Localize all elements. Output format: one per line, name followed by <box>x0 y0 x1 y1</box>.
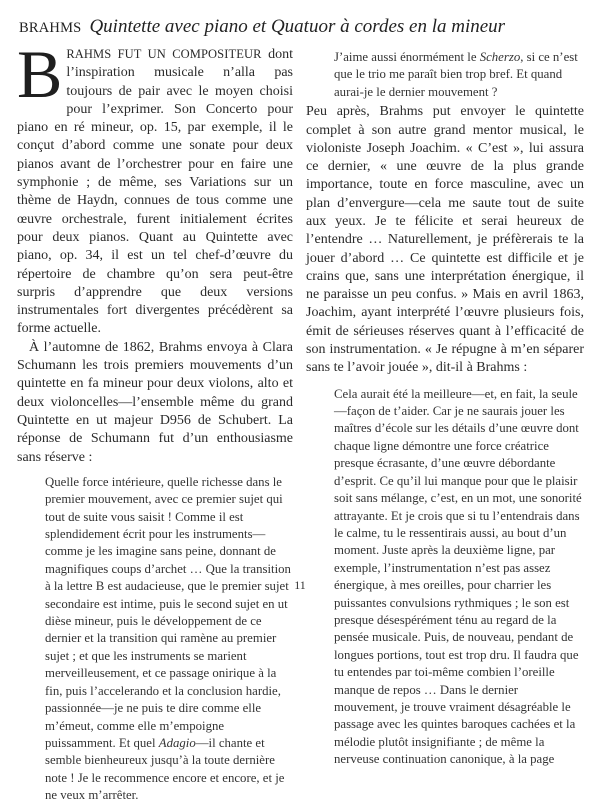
body-paragraph: Peu après, Brahms put envoyer le quintette complet à son autre grand mentor musical, le violoniste Joseph Joachim. « C’est », lui assura ce dernier, « une œuvre de la plus grande importance, toute en force masculine, avec un plan d’envergure—cela me saute tout de suite aux yeux. Je te félicite et serai heureux de l’entendre … Naturellement, je préfèrerais te la jouer d’abord … Ce quintette est difficile et je crains que, sans une interprétation énergique, il ne paraisse un peu confus. » Mais en avril 1863, Joachim, ayant interprété l’œuvre plusieurs fois, émit de sérieuses réserves quant à l’efficacité de son instrumentation. « Je répugne à m’en séparer sans te l’avoir jouée », dit-il à Brahms : <box>306 104 584 376</box>
left-column <box>17 36 293 811</box>
composer-name: BRAHMS <box>19 20 82 36</box>
quote-italic: Adagio <box>158 735 196 750</box>
page-number: 11 <box>294 578 306 592</box>
work-title: Quintette avec piano et Quatuor à cordes en la mineur <box>89 16 506 37</box>
opening-smallcaps: RAHMS FUT UN COMPOSITEUR <box>66 47 262 61</box>
body-paragraph: À l’automne de 1862, Brahms envoya à Clara Schumann les trois premiers mouvements d’un quintette en fa mineur pour deux violons, alto et deux violoncelles—l’ensemble même du grand Quintette en ut majeur D956 de Schubert. La réponse de Schumann fut d’un enthousiasme sans réserve : <box>17 339 293 465</box>
schumann-quote-continued <box>334 49 584 101</box>
joachim-quote: Cela aurait été la meilleure—et, en fait, la seule—façon de t’aider. Car je ne saurais jouer les maîtres d’école sur les détails d’une œuvre dont chaque ligne démontre une force créatrice presque écrasante, d’une œuvre débordante d’esprit. Ce qu’il lui manque pour que le plaisir soit sans mélange, c’est, en un mot, une sonorité attrayante. Et je crois que si tu l’entendrais dans le calme, tu le ressentirais aussi, au bout d’un moment. Juste après la deuxième ligne, par exemple, l’instrumentation n’est pas assez énergique, à mes oreilles, pour charrier les puissantes convulsions rythmiques ; le son est presque désespérément ténu au regard de la pensée musicale. Puis, de nouveau, pendant de longues portions, tout est trop dru. Il faudra que tu entendes par toi-même combien l’oreille manque de repos … Dans le dernier mouvement, je trouve vraiment désagréable le passage avec les quintes baroques cachées et la mélodie plutôt insignifiante ; de même la nerveuse continuation canonique, à la page <box>334 386 582 767</box>
schumann-quote <box>45 474 293 805</box>
quote-text-end: —il chante et semble bienheureux jusqu’à la toute dernière note ! Je le recommence encore et encore, et je ne veux m’arrêter. <box>45 735 285 803</box>
quote-italic: Scherzo <box>479 50 521 64</box>
drop-cap: B <box>17 36 63 112</box>
quote-text: Quelle force intérieure, quelle richesse dans le premier mouvement, avec ce premier sujet qui tout de suite vous saisit ! Comme il est splendidement écrit pour les instruments—comme je les imagine sans peine, donnant de magnifiques coups d’archet … Que la transition à la lettre B est audacieuse, que le premier sujet secondaire est intime, puis le second sujet en ut dièse mineur, puis le développement de ce dernier et la transition qui ramène au premier sujet ; et que les instruments se marient merveilleusement, et ce passage onirique à la fin, puis l’accelerando et la conclusion hardie, passionnée—je ne puis te dire comme elle m’émeut, comme elle m’empoigne puissamment. Et quel <box>45 474 291 750</box>
intro-paragraph-text: dont l’inspiration musicale n’alla pas toujours de pair avec le moyen choisi pour l’exprimer. Son Concerto pour piano en ré mineur, op. 15, par exemple, il le conçut d’abord comme une sonate pour deux pianos avant de l’orchestrer pour en faire une symphonie ; de même, ses Variations sur un thème de Haydn, connues de tous comme une œuvre orchestrale, furent initialement écrites pour deux pianos. Quant au Quintette avec piano, op. 34, il est un tel chef-d’œuvre du répertoire de chambre qu’on sera peut-être surpris d’apprendre que deux versions instrumentales fort divergentes précédèrent sa forme actuelle. <box>17 47 293 337</box>
right-column <box>306 49 584 769</box>
quote-text: J’aime aussi énormément le <box>334 50 480 64</box>
intro-paragraph <box>17 36 293 339</box>
quote-text-end: , si ce n’est que le trio me paraît bien trop bref. Et quand aurai-je le dernier mouvement ? <box>334 50 578 99</box>
page-header <box>19 16 505 38</box>
